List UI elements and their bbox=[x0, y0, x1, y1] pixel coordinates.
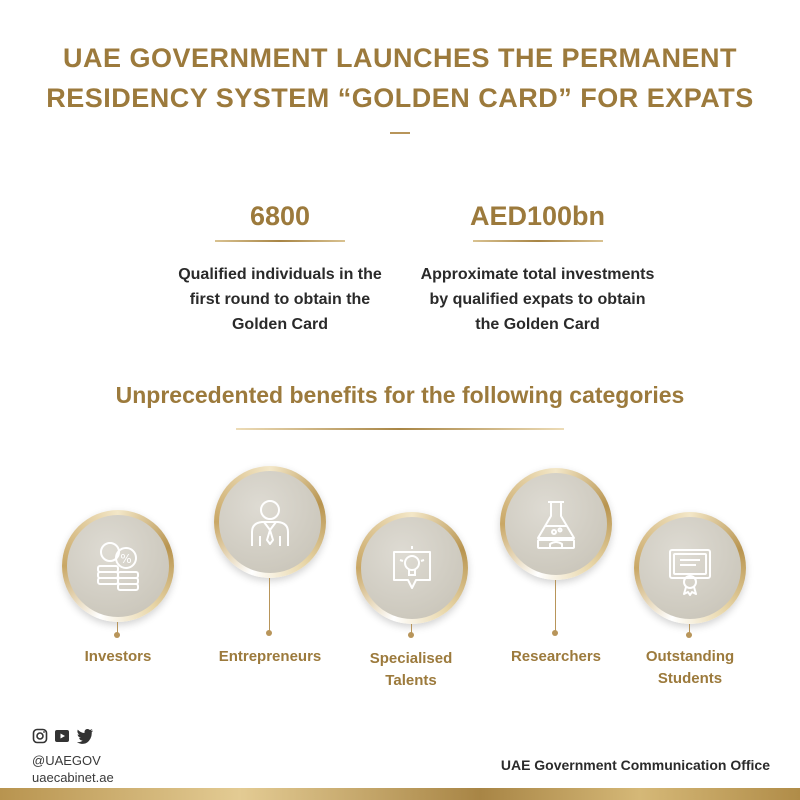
businessman-icon bbox=[240, 492, 300, 552]
category-label-researchers bbox=[486, 646, 626, 668]
category-label-line: Entrepreneurs bbox=[218, 648, 322, 665]
benefits-heading: Unprecedented benefits for the following categories bbox=[115, 382, 685, 408]
entrepreneurs-stem bbox=[269, 578, 270, 632]
stat-description bbox=[165, 262, 395, 337]
stat-qualified-individuals bbox=[165, 198, 395, 337]
benefits-divider bbox=[236, 428, 564, 430]
stat-desc-line: Qualified individuals in the bbox=[178, 266, 382, 283]
category-label-entrepreneurs bbox=[200, 646, 340, 668]
category-label-outstanding-students bbox=[620, 646, 760, 690]
page-title bbox=[0, 38, 800, 118]
stat-desc-line: by qualified expats to obtain bbox=[429, 291, 646, 308]
category-label-line: Students bbox=[657, 670, 723, 687]
title-line-2: RESIDENCY SYSTEM “GOLDEN CARD” FOR EXPATS bbox=[46, 83, 754, 113]
researchers-circle bbox=[500, 468, 612, 580]
title-line-1: UAE GOVERNMENT LAUNCHES THE PERMANENT bbox=[62, 43, 738, 73]
stat-value: 6800 bbox=[249, 201, 311, 231]
footer-gold-bar bbox=[0, 788, 800, 800]
entrepreneurs-circle bbox=[214, 466, 326, 578]
coins-icon bbox=[88, 536, 148, 596]
stat-value: AED100bn bbox=[469, 201, 606, 231]
stat-desc-line: Approximate total investments bbox=[420, 266, 655, 283]
investors-circle bbox=[62, 510, 174, 622]
specialised-talents-circle bbox=[356, 512, 468, 624]
twitter-icon[interactable] bbox=[76, 728, 94, 749]
category-label-line: Talents bbox=[385, 672, 437, 689]
category-label-specialised-talents bbox=[341, 648, 481, 692]
outstanding-students-dot bbox=[686, 632, 692, 638]
entrepreneurs-dot bbox=[266, 630, 272, 636]
stat-desc-line: first round to obtain the bbox=[189, 291, 371, 308]
category-label-line: Specialised bbox=[369, 650, 453, 667]
category-label-line: Investors bbox=[84, 648, 152, 665]
youtube-icon[interactable] bbox=[54, 728, 70, 749]
website-link[interactable]: uaecabinet.ae bbox=[32, 770, 114, 785]
stat-total-investments bbox=[400, 198, 675, 337]
researchers-dot bbox=[552, 630, 558, 636]
lab-flask-icon bbox=[526, 494, 586, 554]
lightbulb-idea-icon bbox=[382, 538, 442, 598]
stat-divider bbox=[215, 240, 345, 242]
researchers-stem bbox=[555, 580, 556, 632]
category-label-line: Researchers bbox=[510, 648, 602, 665]
stat-description bbox=[400, 262, 675, 337]
office-name: UAE Government Communication Office bbox=[500, 757, 770, 773]
outstanding-students-circle bbox=[634, 512, 746, 624]
category-label-line: Outstanding bbox=[645, 648, 735, 665]
investors-dot bbox=[114, 632, 120, 638]
social-handle[interactable]: @UAEGOV bbox=[32, 753, 101, 768]
title-divider bbox=[390, 132, 410, 134]
specialised-talents-dot bbox=[408, 632, 414, 638]
social-icons bbox=[32, 728, 94, 749]
svg-text:%: % bbox=[120, 552, 132, 566]
certificate-icon bbox=[660, 538, 720, 598]
stat-desc-line: the Golden Card bbox=[475, 316, 600, 333]
stat-desc-line: Golden Card bbox=[231, 316, 328, 333]
stat-divider bbox=[473, 240, 603, 242]
category-label-investors bbox=[62, 646, 174, 668]
instagram-icon[interactable] bbox=[32, 728, 48, 749]
